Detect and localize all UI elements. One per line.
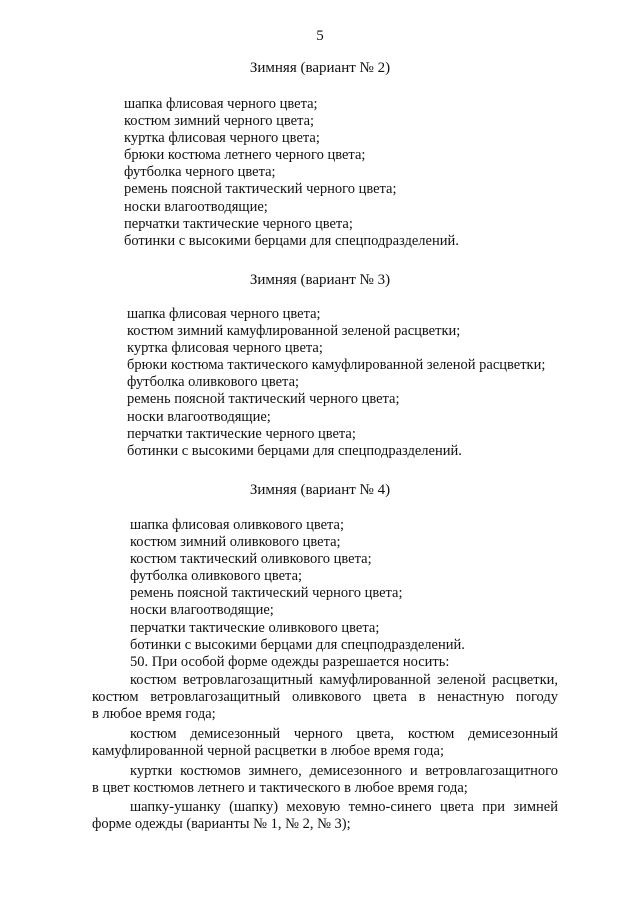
text-line: форме одежды (варианты № 1, № 2, № 3); (92, 816, 351, 833)
list-item: брюки костюма тактического камуфлированной зеленой расцветки; (127, 357, 546, 374)
text-line: костюм демисезонный черного цвета, костюм демисезонный (130, 726, 558, 742)
list-item: костюм тактический оливкового цвета; (130, 551, 372, 568)
text-line: шапку-ушанку (шапку) меховую темно-синего цвета при зимней (130, 799, 558, 815)
list-item: брюки костюма летнего черного цвета; (124, 147, 366, 164)
list-item: ботинки с высокими берцами для спецподразделений. (124, 232, 459, 249)
list-item: футболка оливкового цвета; (130, 568, 303, 585)
list-item: костюм зимний оливкового цвета; (130, 534, 341, 551)
paragraph-50-item-3 (92, 763, 558, 797)
list-item: костюм зимний камуфлированной зеленой расцветки; (127, 323, 461, 340)
list-item: куртка флисовая черного цвета; (124, 130, 320, 147)
section-heading-variant-3: Зимняя (вариант № 3) (249, 272, 391, 288)
list-item: ботинки с высокими берцами для спецподразделений. (127, 442, 462, 459)
items-list-variant-2 (124, 96, 459, 250)
list-item: носки влагоотводящие; (127, 408, 271, 425)
list-item: куртка флисовая черного цвета; (127, 340, 323, 357)
list-item: носки влагоотводящие; (124, 198, 268, 215)
list-item: перчатки тактические оливкового цвета; (130, 619, 380, 636)
section-heading-variant-2: Зимняя (вариант № 2) (249, 60, 391, 76)
paragraph-50-item-2 (92, 726, 558, 760)
paragraph-50-intro: 50. При особой форме одежды разрешается носить: (130, 654, 450, 670)
list-item: перчатки тактические черного цвета; (124, 215, 353, 232)
page-number: 5 (316, 28, 324, 44)
list-item: футболка оливкового цвета; (127, 374, 300, 391)
paragraph-50-item-1 (92, 672, 558, 723)
list-item: шапка флисовая черного цвета; (124, 96, 318, 112)
list-item: ремень поясной тактический черного цвета; (127, 391, 400, 408)
items-list-variant-4 (130, 517, 465, 654)
list-item: ботинки с высокими берцами для спецподразделений. (130, 636, 465, 653)
list-item: костюм зимний черного цвета; (124, 113, 315, 130)
list-item: шапка флисовая черного цвета; (127, 306, 321, 322)
paragraph-50-item-4 (92, 799, 558, 833)
list-item: шапка флисовая оливкового цвета; (130, 517, 345, 533)
text-line: куртки костюмов зимнего, демисезонного и ветровлагозащитного (130, 763, 558, 779)
list-item: перчатки тактические черного цвета; (127, 425, 356, 442)
list-item: носки влагоотводящие; (130, 602, 274, 619)
list-item: ремень поясной тактический черного цвета; (130, 585, 403, 602)
text-line: костюм ветровлагозащитный оливкового цвета в ненастную погоду (92, 689, 558, 706)
section-heading-variant-4: Зимняя (вариант № 4) (249, 482, 391, 498)
items-list-variant-3 (127, 306, 545, 460)
text-line: костюм ветровлагозащитный камуфлированной зеленой расцветки, (130, 672, 558, 688)
text-line: камуфлированной черной расцветки в любое время года; (92, 743, 444, 760)
text-line: в цвет костюмов летнего и тактического в любое время года; (92, 780, 468, 797)
list-item: ремень поясной тактический черного цвета; (124, 181, 397, 198)
list-item: футболка черного цвета; (124, 164, 276, 181)
text-line: в любое время года; (92, 706, 216, 723)
